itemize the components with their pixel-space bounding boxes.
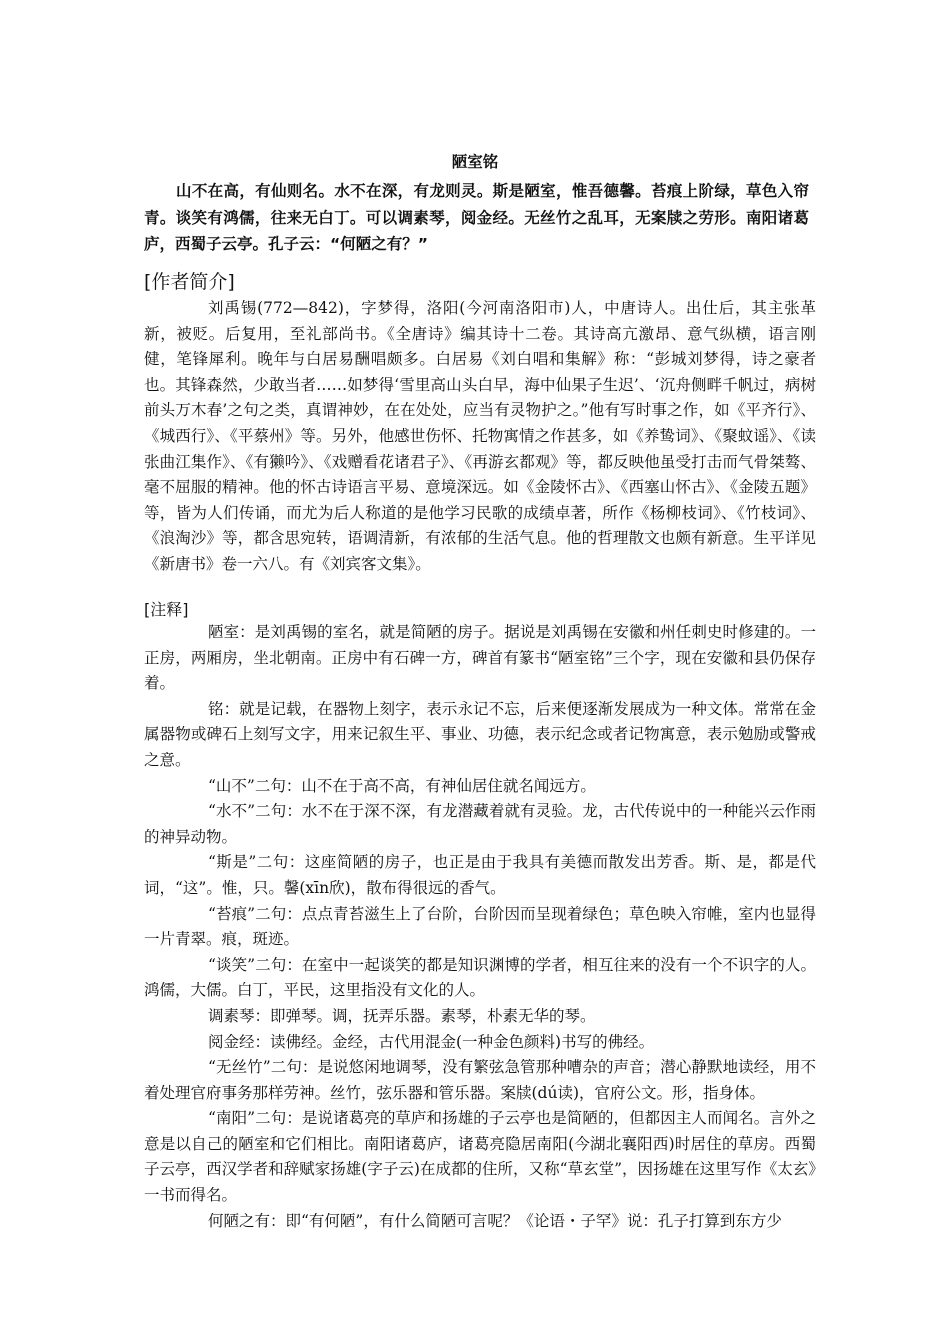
notes-section — [144, 620, 816, 1234]
author-heading: [作者简介] — [144, 271, 235, 293]
document-title: 陋室铭 — [451, 153, 499, 171]
note-paragraph: “斯是”二句：这座简陋的房子，也正是由于我具有美德而散发出芳香。斯、是，都是代词，“这”。惟，只。馨(xīn欣)，散布得很远的香气。 — [144, 853, 816, 897]
note-paragraph: 铭：就是记载，在器物上刻字，表示永记不忘，后来便逐渐发展成为一种文体。常常在金属器物或碑石上刻写文字，用来记叙生平、事业、功德，表示纪念或者记物寓意，表示勉励或警戒之意。 — [144, 699, 816, 769]
note-paragraph: “苔痕”二句：点点青苔滋生上了台阶，台阶因而呈现着绿色；草色映入帘帷，室内也显得一片青翠。痕，斑迹。 — [144, 904, 816, 949]
note-paragraph: 调素琴：即弹琴。调，抚弄乐器。素琴，朴素无华的琴。 — [208, 1006, 596, 1025]
author-paragraph: 刘禹锡(772—842)，字梦得，洛阳(今河南洛阳市)人，中唐诗人。出仕后，其主张革新，被贬。后复用，至礼部尚书。《全唐诗》编其诗十二卷。其诗高亢激昂、意气纵横，语言刚健，笔锋犀利。晚年与白居易酬唱颇多。白居易《刘白唱和集解》称：“彭城刘梦得，诗之豪者也。其锋森然，少敢当者……如梦得‘雪里高山头白早，海中仙果子生迟’、‘沉舟侧畔千帆过，病树前头万木春’之句之类，真谓神妙，在在处处，应当有灵物护之。”他有写时事之作，如《平齐行》、《城西行》、《平蔡州》等。另外，他感世伤怀、托物寓情之作甚多，如《养鸷词》、《聚蚊谣》、《读张曲江集作》、《有獭吟》、《戏赠看花诸君子》、《再游玄都观》等，都反映他虽受打击而气骨桀骜、毫不屈服的精神。他的怀古诗语言平易、意境深远。如《金陵怀古》、《西塞山怀古》、《金陵五题》等，皆为人们传诵，而尤为后人称道的是他学习民歌的成绩卓著，所作《杨柳枝词》、《竹枝词》、《浪淘沙》等，都含思宛转，语调清新，有浓郁的生活气息。他的哲理散文也颇有新意。生平详见《新唐书》卷一六八。有《刘宾客文集》。 — [144, 299, 816, 573]
note-paragraph: 何陋之有：即“有何陋”，有什么简陋可言呢？《论语・子罕》说：孔子打算到东方少 — [208, 1211, 782, 1230]
note-paragraph: “谈笑”二句：在室中一起谈笑的都是知识渊博的学者，相互往来的没有一个不识字的人。鸿儒，大儒。白丁，平民，这里指没有文化的人。 — [144, 955, 816, 1000]
poem-text: 山不在高，有仙则名。水不在深，有龙则灵。斯是陋室，惟吾德馨。苔痕上阶绿，草色入帘青。谈笑有鸿儒，往来无白丁。可以调素琴，阅金经。无丝竹之乱耳，无案牍之劳形。南阳诸葛庐，西蜀子云亭。孔子云：“何陋之有？” — [144, 182, 809, 253]
notes-heading: [注释] — [144, 600, 189, 619]
note-paragraph: 陋室：是刘禹锡的室名，就是简陋的房子。据说是刘禹锡在安徽和州任刺史时修建的。一正房，两厢房，坐北朝南。正房中有石碑一方，碑首有篆书“陋室铭”三个字，现在安徽和县仍保存着。 — [144, 623, 816, 693]
note-paragraph: 阅金经：读佛经。金经，古代用混金(一种金色颜料)书写的佛经。 — [208, 1032, 655, 1051]
note-paragraph: “水不”二句：水不在于深不深，有龙潜藏着就有灵验。龙，古代传说中的一种能兴云作雨的神异动物。 — [144, 802, 816, 846]
note-paragraph: “南阳”二句：是说诸葛亮的草庐和扬雄的子云亭也是简陋的，但都因主人而闻名。言外之意是以自己的陋室和它们相比。南阳诸葛庐，诸葛亮隐居南阳(今湖北襄阳西)时居住的草房。西蜀子云亭，西汉学者和辞赋家扬雄(字子云)在成都的住所，又称“草玄堂”，因扬雄在这里写作《太玄》一书而得名。 — [144, 1109, 816, 1205]
note-paragraph: “无丝竹”二句：是说悠闲地调琴，没有繁弦急管那种嘈杂的声音；潜心静默地读经，用不着处理官府事务那样劳神。丝竹，弦乐器和管乐器。案牍(dú读)，官府公文。形，指身体。 — [144, 1058, 816, 1102]
note-paragraph: “山不”二句：山不在于高不高，有神仙居住就名闻远方。 — [208, 776, 596, 795]
